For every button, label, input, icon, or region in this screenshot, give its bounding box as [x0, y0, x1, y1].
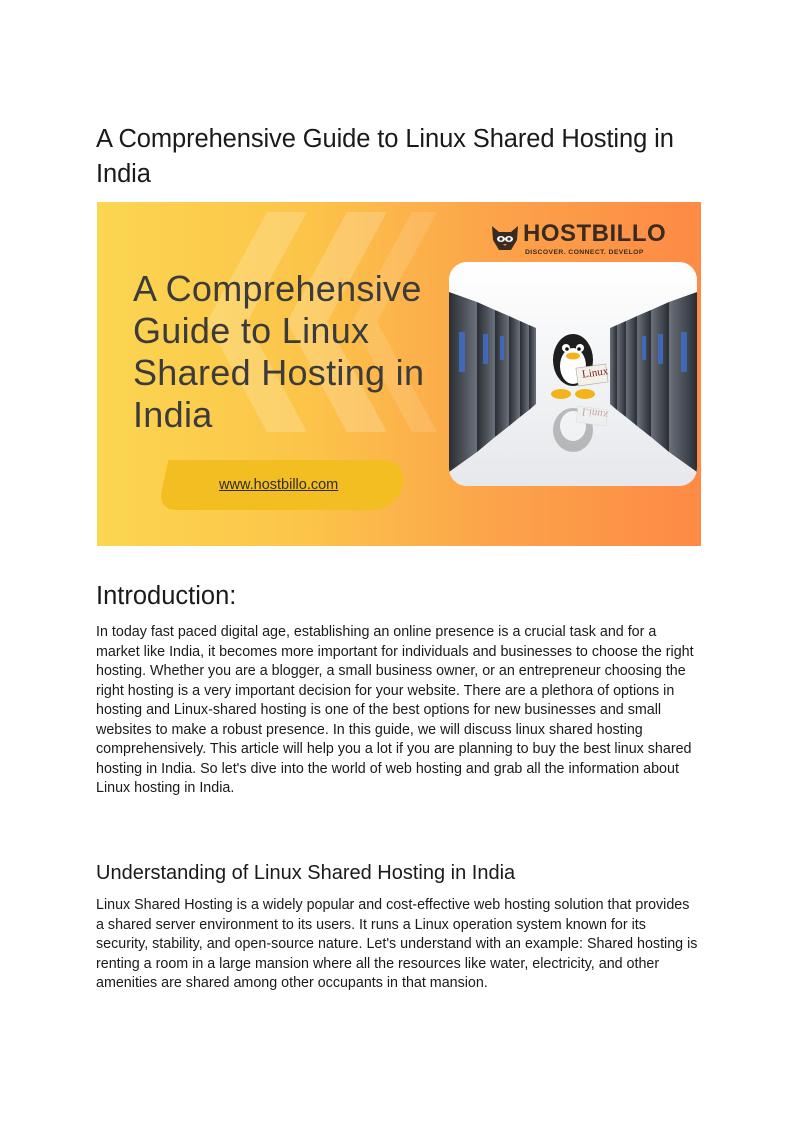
- hostbillo-logo: [489, 220, 679, 260]
- hero-banner-image: [97, 202, 701, 546]
- banner-headline: A Comprehensive Guide to Linux Shared Hosting in India: [133, 268, 425, 435]
- brand-tagline: DISCOVER. CONNECT. DEVELOP: [525, 249, 644, 256]
- banner-url: www.hostbillo.com: [219, 477, 339, 493]
- reflection-sign-text: Linux: [581, 405, 609, 421]
- introduction-heading: Introduction:: [96, 582, 237, 610]
- understanding-heading: Understanding of Linux Shared Hosting in India: [96, 862, 516, 884]
- understanding-paragraph: Linux Shared Hosting is a widely popular and cost-effective web hosting solution that provides a shared server environment to its users. It runs a Linux operation system known for its security, stability, and open-source nature. Let's understand with an example: Shared hosting is renting a room in a large mansion where all the resources like water, electricity, and other amenities are shared among other occupants in that mansion.: [96, 897, 698, 991]
- server-racks-illustration: [449, 262, 697, 486]
- brand-name: HOSTBILLO: [523, 220, 667, 247]
- page-title: A Comprehensive Guide to Linux Shared Hosting in India: [96, 125, 674, 188]
- server-room-photo: [449, 262, 697, 486]
- introduction-paragraph: In today fast paced digital age, establishing an online presence is a crucial task and for a market like India, it becomes more important for individuals and businesses to choose the right hosting. Whether you are a blogger, a small business owner, or an entrepreneur choosing the right hosting is a very important decision for your website. There are a plethora of options in hosting and Linux-shared hosting is one of the best options for new businesses and small websites to make a robust presence. In this guide, we will discuss linux shared hosting comprehensively. This article will help you a lot if you are planning to buy the best linux shared hosting in India. So let's dive into the world of web hosting and grab all the information about Linux hosting in India.: [96, 624, 694, 796]
- penguin-sign-text: Linux: [581, 365, 609, 381]
- cat-mascot-icon: [489, 222, 521, 254]
